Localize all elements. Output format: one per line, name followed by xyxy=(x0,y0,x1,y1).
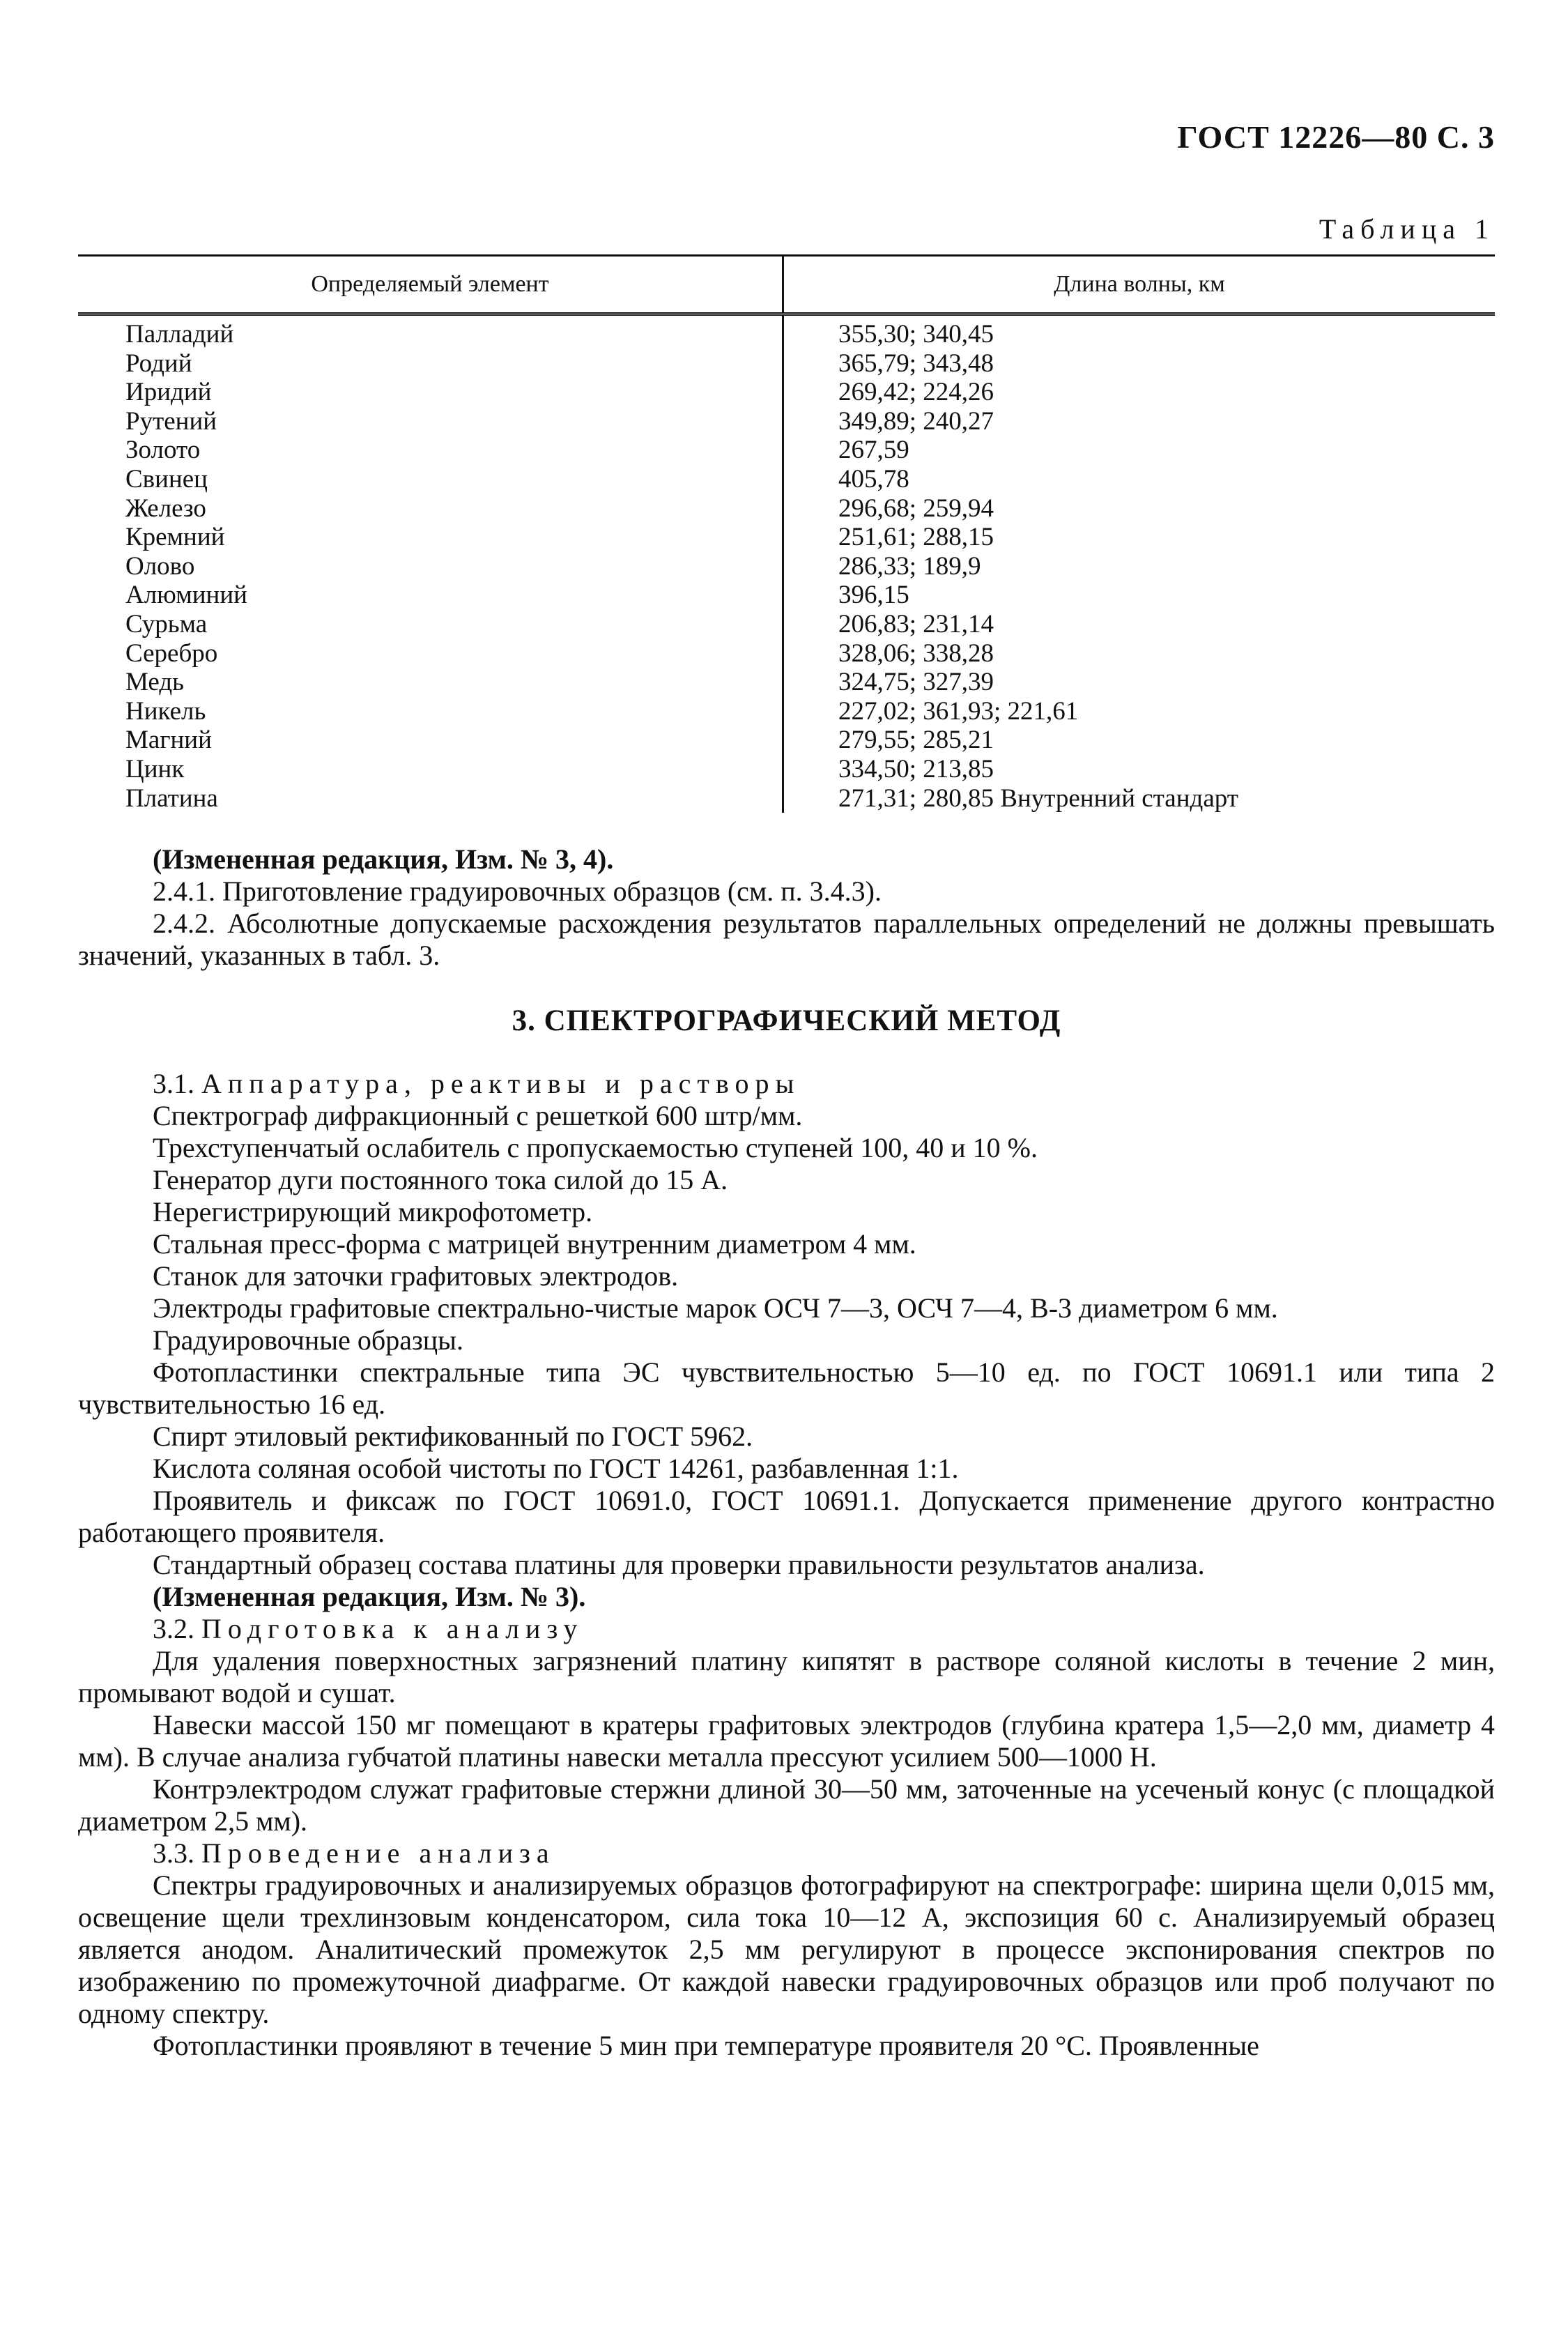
table-cell-element: Серебро xyxy=(125,638,218,668)
table-cell-element: Олово xyxy=(125,551,195,581)
list-item: Электроды графитовые спектрально-чистые марок ОСЧ 7—3, ОСЧ 7—4, В-3 диаметром 6 мм. xyxy=(153,1292,1278,1324)
paragraph: Фотопластинки проявляют в течение 5 мин при температуре проявителя 20 °С. Проявленные xyxy=(153,2030,1259,2061)
column-header-wavelength: Длина волны, км xyxy=(1054,271,1225,297)
table-cell-wavelength: 271,31; 280,85 Внутренний стандарт xyxy=(838,783,1238,813)
subsection-number: 3.3. xyxy=(153,1837,194,1869)
list-item: Генератор дуги постоянного тока силой до 15 А. xyxy=(153,1164,728,1195)
table-cell-wavelength: 405,78 xyxy=(838,464,909,494)
table-cell-element: Иридий xyxy=(125,378,212,407)
table-cell-wavelength: 267,59 xyxy=(838,436,909,465)
list-item: Кислота соляная особой чистоты по ГОСТ 14261, разбавленная 1:1. xyxy=(153,1453,959,1484)
subsection-number: 3.2. xyxy=(153,1613,194,1644)
list-item: Трехступенчатый ослабитель с пропускаемостью ступеней 100, 40 и 10 %. xyxy=(153,1132,1038,1163)
table-cell-element: Никель xyxy=(125,696,206,726)
paragraph: Навески массой 150 мг помещают в кратеры графитовых электродов (глубина кратера 1,5—2,0 мм, диаметр 4 мм). В случае анализа губчатой платины навески металла прессуют усилием 500—1000 Н. xyxy=(78,1709,1495,1773)
table-cell-wavelength: 355,30; 340,45 xyxy=(838,320,994,349)
list-item: Проявитель и фиксаж по ГОСТ 10691.0, ГОСТ 10691.1. Допускается применение другого контрастно работающего проявителя. xyxy=(78,1485,1495,1548)
table-cell-wavelength: 396,15 xyxy=(838,581,909,610)
wavelength-column xyxy=(784,316,1495,813)
table-cell-element: Палладий xyxy=(125,320,234,349)
table-cell-wavelength: 286,33; 189,9 xyxy=(838,551,981,581)
paragraph: Спектры градуировочных и анализируемых образцов фотографируют на спектрографе: ширина щели 0,015 мм, освещение щели трехлинзовым конденсатором, сила тока 10—12 А, экспозиция 60 с. Анализируемый образец является анодом. Аналитический промежуток 2,5 мм регулируют в процессе экспонирования спектров по изображению по промежуточной диафрагме. От каждой навески градуировочных образцов или проб получают по одному спектру. xyxy=(78,1869,1495,2029)
list-item: Фотопластинки спектральные типа ЭС чувствительностью 5—10 ед. по ГОСТ 10691.1 или типа 2 чувствительностью 16 ед. xyxy=(78,1356,1495,1420)
table-cell-element: Сурьма xyxy=(125,609,208,638)
table-cell-wavelength: 334,50; 213,85 xyxy=(838,754,994,783)
table-cell-wavelength: 251,61; 288,15 xyxy=(838,523,994,552)
element-column xyxy=(78,316,784,813)
list-item: Нерегистрирующий микрофотометр. xyxy=(153,1196,593,1228)
table-cell-element: Платина xyxy=(125,783,218,813)
column-header-element: Определяемый элемент xyxy=(78,257,784,312)
table-cell-wavelength: 206,83; 231,14 xyxy=(838,609,994,638)
table-cell-element: Железо xyxy=(125,494,206,523)
amendment-note: (Измененная редакция, Изм. № 3, 4). xyxy=(153,843,614,875)
table-cell-wavelength: 227,02; 361,93; 221,61 xyxy=(838,696,1079,726)
subsection-title: Проведение анализа xyxy=(201,1837,555,1869)
subsection-title: Подготовка к анализу xyxy=(201,1613,584,1644)
section-title: 3. СПЕКТРОГРАФИЧЕСКИЙ МЕТОД xyxy=(512,1004,1061,1037)
page-header: ГОСТ 12226—80 С. 3 xyxy=(1177,119,1495,155)
list-item: Градуировочные образцы. xyxy=(153,1324,464,1356)
table-cell-element: Медь xyxy=(125,668,185,697)
list-item: Стандартный образец состава платины для проверки правильности результатов анализа. xyxy=(153,1549,1205,1580)
list-item: Спирт этиловый ректификованный по ГОСТ 5962. xyxy=(153,1421,753,1452)
table-cell-element: Цинк xyxy=(125,754,185,783)
table-cell-wavelength: 279,55; 285,21 xyxy=(838,726,994,755)
subsection-3-3 xyxy=(78,1837,1495,1869)
subsection-3-1 xyxy=(78,1068,1495,1100)
table-cell-element: Рутений xyxy=(125,406,217,436)
paragraph-2-4-1: 2.4.1. Приготовление градуировочных образцов (см. п. 3.4.3). xyxy=(153,875,882,907)
list-item: Стальная пресс-форма с матрицей внутренним диаметром 4 мм. xyxy=(153,1228,916,1260)
table-caption: Таблица 1 xyxy=(1319,213,1495,245)
body-text xyxy=(78,843,1495,2062)
table-header xyxy=(78,257,1495,316)
table-cell-element: Золото xyxy=(125,436,201,465)
subsection-title: Аппаратура, реактивы и растворы xyxy=(201,1068,801,1099)
subsection-number: 3.1. xyxy=(153,1068,194,1099)
table-body xyxy=(78,316,1495,813)
wavelength-table xyxy=(78,254,1495,813)
table-cell-wavelength: 269,42; 224,26 xyxy=(838,378,994,407)
paragraph: Контрэлектродом служат графитовые стержни длиной 30—50 мм, заточенные на усеченый конус (с площадкой диаметром 2,5 мм). xyxy=(78,1773,1495,1837)
table-cell-wavelength: 365,79; 343,48 xyxy=(838,349,994,378)
table-cell-wavelength: 296,68; 259,94 xyxy=(838,494,994,523)
table-cell-element: Свинец xyxy=(125,464,208,494)
table-cell-element: Кремний xyxy=(125,523,225,552)
table-cell-element: Алюминий xyxy=(125,581,247,610)
list-item: Спектрограф дифракционный с решеткой 600 штр/мм. xyxy=(153,1100,803,1131)
list-item: Станок для заточки графитовых электродов. xyxy=(153,1260,679,1292)
table-cell-wavelength: 349,89; 240,27 xyxy=(838,406,994,436)
paragraph-2-4-2: 2.4.2. Абсолютные допускаемые расхождения результатов параллельных определений не должны превышать значений, указанных в табл. 3. xyxy=(78,908,1495,971)
table-cell-wavelength: 324,75; 327,39 xyxy=(838,668,994,697)
subsection-3-2 xyxy=(78,1613,1495,1645)
paragraph: Для удаления поверхностных загрязнений платину кипятят в растворе соляной кислоты в течение 2 мин, промывают водой и сушат. xyxy=(78,1645,1495,1708)
amendment-note: (Измененная редакция, Изм. № 3). xyxy=(153,1581,586,1612)
table-cell-wavelength: 328,06; 338,28 xyxy=(838,638,994,668)
table-cell-element: Магний xyxy=(125,726,212,755)
table-cell-element: Родий xyxy=(125,349,192,378)
